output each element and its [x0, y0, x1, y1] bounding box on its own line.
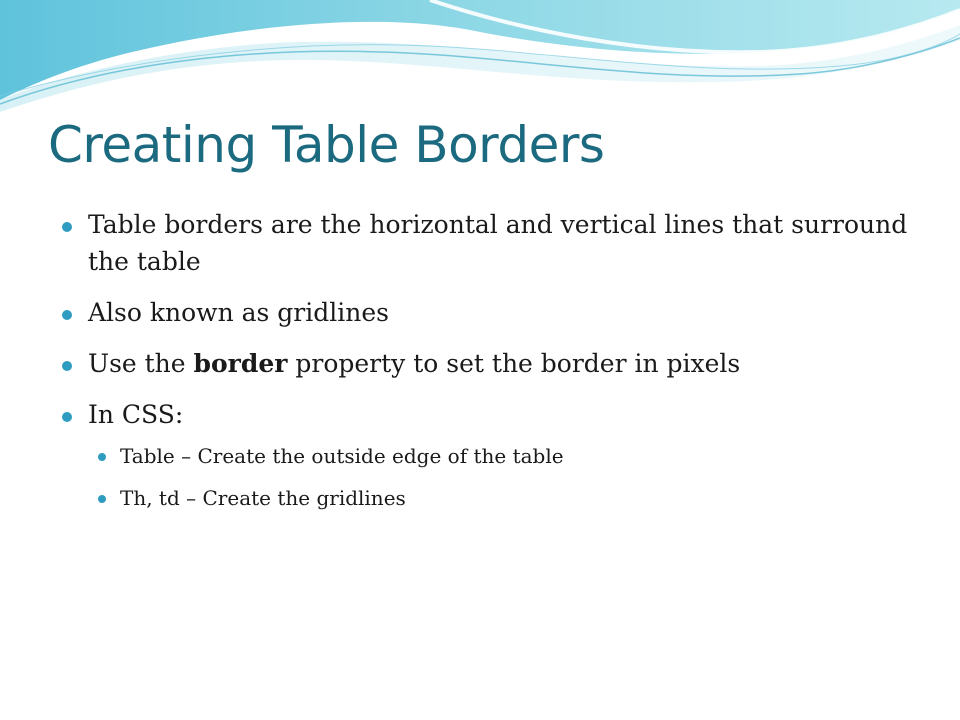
- sub-bullet-item: [98, 483, 922, 513]
- bullet-bold-keyword: border: [193, 349, 288, 378]
- bullet-item: [62, 206, 922, 280]
- bullet-item: [62, 396, 922, 513]
- bullet-text-prefix: Use the: [88, 349, 194, 378]
- bullet-dot-icon: [62, 222, 72, 232]
- bullet-dot-icon: [62, 310, 72, 320]
- slide-title: Creating Table Borders: [48, 116, 605, 174]
- wave-header-decoration: [0, 0, 960, 120]
- bullet-text: Also known as gridlines: [88, 298, 389, 327]
- sub-bullet-text: Table – Create the outside edge of the table: [120, 444, 564, 468]
- bullet-dot-icon: [62, 412, 72, 422]
- bullet-item: [62, 345, 922, 382]
- bullet-text-suffix: property to set the border in pixels: [287, 349, 741, 378]
- bullet-text: In CSS:: [88, 400, 184, 429]
- bullet-item: [62, 294, 922, 331]
- bullet-text: Table borders are the horizontal and vertical lines that surround the table: [88, 210, 908, 276]
- bullet-list: [62, 206, 922, 527]
- sub-bullet-dot-icon: [98, 495, 106, 503]
- sub-bullet-list: [98, 441, 922, 513]
- sub-bullet-item: [98, 441, 922, 471]
- sub-bullet-text: Th, td – Create the gridlines: [120, 486, 406, 510]
- sub-bullet-dot-icon: [98, 453, 106, 461]
- bullet-dot-icon: [62, 361, 72, 371]
